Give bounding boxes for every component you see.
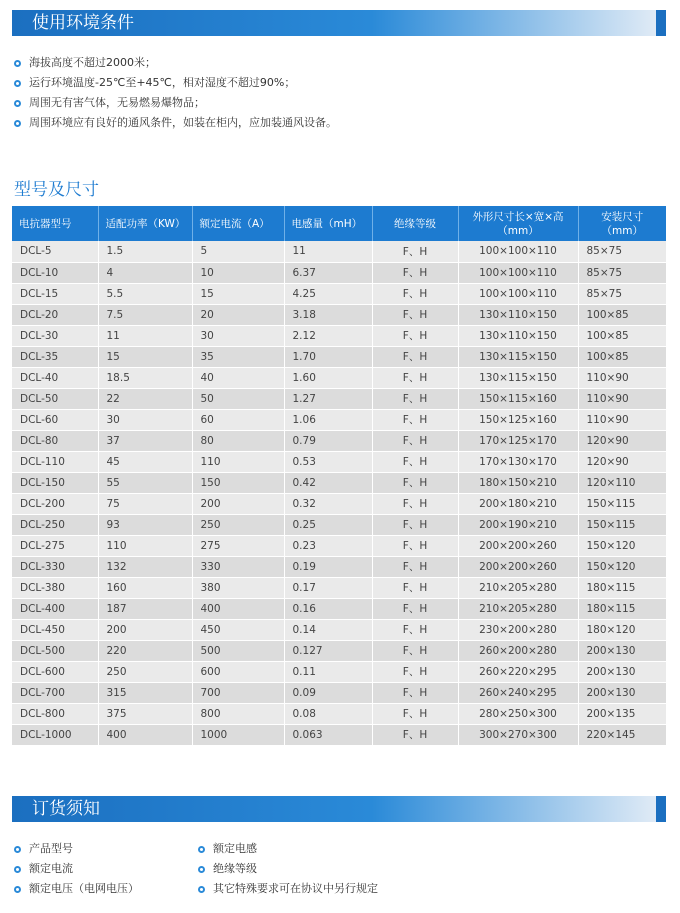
table-cell: F、H bbox=[372, 472, 458, 493]
table-cell: 0.08 bbox=[284, 703, 372, 724]
table-cell: DCL-20 bbox=[12, 304, 98, 325]
environment-title: 使用环境条件 bbox=[32, 13, 134, 33]
table-cell: 130×110×150 bbox=[458, 325, 578, 346]
table-cell: F、H bbox=[372, 535, 458, 556]
table-cell: 400 bbox=[98, 724, 192, 745]
bullet-icon bbox=[198, 866, 205, 873]
table-cell: 315 bbox=[98, 682, 192, 703]
table-cell: 260×240×295 bbox=[458, 682, 578, 703]
table-cell: 0.19 bbox=[284, 556, 372, 577]
ordering-section-header bbox=[12, 796, 666, 822]
table-cell: 1.27 bbox=[284, 388, 372, 409]
table-cell: 4.25 bbox=[284, 283, 372, 304]
table-cell: DCL-150 bbox=[12, 472, 98, 493]
table-cell: 187 bbox=[98, 598, 192, 619]
table-cell: DCL-700 bbox=[12, 682, 98, 703]
table-cell: 85×75 bbox=[578, 262, 666, 283]
ordering-title: 订货须知 bbox=[32, 799, 100, 819]
table-cell: 1.5 bbox=[98, 241, 192, 262]
table-cell: F、H bbox=[372, 283, 458, 304]
table-cell: 100×100×110 bbox=[458, 241, 578, 262]
table-row bbox=[12, 325, 666, 346]
bullet-icon bbox=[14, 80, 21, 87]
table-cell: 15 bbox=[98, 346, 192, 367]
table-cell: 1.70 bbox=[284, 346, 372, 367]
table-cell: F、H bbox=[372, 325, 458, 346]
table-cell: 250 bbox=[98, 661, 192, 682]
table-row bbox=[12, 577, 666, 598]
table-cell: F、H bbox=[372, 241, 458, 262]
ordering-item: 额定电流 bbox=[14, 859, 139, 879]
header-current: 额定电流（A） bbox=[192, 206, 284, 241]
table-cell: 11 bbox=[98, 325, 192, 346]
table-cell: DCL-330 bbox=[12, 556, 98, 577]
table-cell: DCL-380 bbox=[12, 577, 98, 598]
table-cell: 110 bbox=[192, 451, 284, 472]
table-cell: 55 bbox=[98, 472, 192, 493]
table-cell: 110×90 bbox=[578, 367, 666, 388]
table-row bbox=[12, 703, 666, 724]
models-title: 型号及尺寸 bbox=[14, 180, 99, 200]
table-cell: F、H bbox=[372, 598, 458, 619]
ordering-item: 产品型号 bbox=[14, 839, 139, 859]
table-row bbox=[12, 367, 666, 388]
table-cell: F、H bbox=[372, 640, 458, 661]
table-cell: 0.11 bbox=[284, 661, 372, 682]
table-cell: 7.5 bbox=[98, 304, 192, 325]
table-cell: 260×220×295 bbox=[458, 661, 578, 682]
table-cell: 22 bbox=[98, 388, 192, 409]
table-row bbox=[12, 283, 666, 304]
table-row bbox=[12, 514, 666, 535]
table-cell: F、H bbox=[372, 346, 458, 367]
bullet-icon bbox=[14, 60, 21, 67]
table-cell: DCL-10 bbox=[12, 262, 98, 283]
table-cell: F、H bbox=[372, 388, 458, 409]
table-row bbox=[12, 304, 666, 325]
table-cell: 500 bbox=[192, 640, 284, 661]
table-cell: DCL-200 bbox=[12, 493, 98, 514]
table-cell: 132 bbox=[98, 556, 192, 577]
table-cell: 180×115 bbox=[578, 577, 666, 598]
table-cell: 0.17 bbox=[284, 577, 372, 598]
table-cell: 200×135 bbox=[578, 703, 666, 724]
table-cell: F、H bbox=[372, 514, 458, 535]
table-cell: 40 bbox=[192, 367, 284, 388]
table-cell: 130×115×150 bbox=[458, 346, 578, 367]
table-cell: 275 bbox=[192, 535, 284, 556]
table-cell: 1.60 bbox=[284, 367, 372, 388]
table-cell: 85×75 bbox=[578, 283, 666, 304]
table-cell: 260×200×280 bbox=[458, 640, 578, 661]
table-cell: 300×270×300 bbox=[458, 724, 578, 745]
table-cell: 110 bbox=[98, 535, 192, 556]
table-cell: 30 bbox=[192, 325, 284, 346]
table-cell: 45 bbox=[98, 451, 192, 472]
table-cell: 170×125×170 bbox=[458, 430, 578, 451]
table-cell: 37 bbox=[98, 430, 192, 451]
table-row bbox=[12, 598, 666, 619]
table-cell: 0.16 bbox=[284, 598, 372, 619]
table-cell: 150×125×160 bbox=[458, 409, 578, 430]
table-cell: 1000 bbox=[192, 724, 284, 745]
table-cell: F、H bbox=[372, 703, 458, 724]
table-cell: 100×85 bbox=[578, 304, 666, 325]
ordering-item: 额定电感 bbox=[198, 839, 378, 859]
table-cell: F、H bbox=[372, 661, 458, 682]
table-cell: 10 bbox=[192, 262, 284, 283]
table-cell: 110×90 bbox=[578, 409, 666, 430]
table-cell: 250 bbox=[192, 514, 284, 535]
table-cell: DCL-50 bbox=[12, 388, 98, 409]
table-cell: 100×85 bbox=[578, 346, 666, 367]
table-cell: 380 bbox=[192, 577, 284, 598]
table-cell: DCL-1000 bbox=[12, 724, 98, 745]
table-row bbox=[12, 535, 666, 556]
header-inductance: 电感量（mH） bbox=[284, 206, 372, 241]
table-cell: 130×115×150 bbox=[458, 367, 578, 388]
table-cell: 0.25 bbox=[284, 514, 372, 535]
table-cell: 5 bbox=[192, 241, 284, 262]
header-dimensions: 外形尺寸长×宽×高 （mm） bbox=[458, 206, 578, 241]
table-cell: 230×200×280 bbox=[458, 619, 578, 640]
table-cell: 6.37 bbox=[284, 262, 372, 283]
table-cell: 2.12 bbox=[284, 325, 372, 346]
table-row bbox=[12, 640, 666, 661]
environment-item: 周围环境应有良好的通风条件，如装在柜内，应加装通风设备。 bbox=[14, 113, 337, 133]
table-cell: 150 bbox=[192, 472, 284, 493]
table-cell: 120×90 bbox=[578, 451, 666, 472]
ordering-item: 其它特殊要求可在协议中另行规定 bbox=[198, 879, 378, 899]
bullet-icon bbox=[14, 100, 21, 107]
environment-list bbox=[14, 53, 337, 133]
table-cell: DCL-35 bbox=[12, 346, 98, 367]
table-cell: 75 bbox=[98, 493, 192, 514]
table-cell: 60 bbox=[192, 409, 284, 430]
table-cell: 1.06 bbox=[284, 409, 372, 430]
table-cell: DCL-250 bbox=[12, 514, 98, 535]
table-row bbox=[12, 388, 666, 409]
table-cell: F、H bbox=[372, 619, 458, 640]
table-cell: 700 bbox=[192, 682, 284, 703]
table-cell: 200×130 bbox=[578, 682, 666, 703]
table-cell: DCL-600 bbox=[12, 661, 98, 682]
table-cell: 200×200×260 bbox=[458, 535, 578, 556]
table-row bbox=[12, 661, 666, 682]
environment-item: 周围无有害气体，无易燃易爆物品； bbox=[14, 93, 337, 113]
table-cell: 100×85 bbox=[578, 325, 666, 346]
table-cell: 180×115 bbox=[578, 598, 666, 619]
table-row bbox=[12, 262, 666, 283]
table-cell: 200 bbox=[192, 493, 284, 514]
table-cell: 0.063 bbox=[284, 724, 372, 745]
bullet-icon bbox=[198, 886, 205, 893]
spec-table-header bbox=[12, 206, 666, 241]
table-cell: 400 bbox=[192, 598, 284, 619]
table-cell: 450 bbox=[192, 619, 284, 640]
ordering-item: 额定电压（电网电压） bbox=[14, 879, 139, 899]
table-cell: 200×190×210 bbox=[458, 514, 578, 535]
table-row bbox=[12, 472, 666, 493]
table-cell: 210×205×280 bbox=[458, 598, 578, 619]
table-cell: 200×130 bbox=[578, 640, 666, 661]
table-cell: 3.18 bbox=[284, 304, 372, 325]
table-cell: 4 bbox=[98, 262, 192, 283]
header-mounting: 安装尺寸 （mm） bbox=[578, 206, 666, 241]
table-cell: DCL-400 bbox=[12, 598, 98, 619]
table-cell: 85×75 bbox=[578, 241, 666, 262]
table-cell: DCL-40 bbox=[12, 367, 98, 388]
table-cell: F、H bbox=[372, 262, 458, 283]
bullet-icon bbox=[14, 866, 21, 873]
bullet-icon bbox=[14, 886, 21, 893]
table-cell: DCL-800 bbox=[12, 703, 98, 724]
table-cell: 120×90 bbox=[578, 430, 666, 451]
table-cell: 0.09 bbox=[284, 682, 372, 703]
table-cell: 80 bbox=[192, 430, 284, 451]
table-cell: 120×110 bbox=[578, 472, 666, 493]
table-cell: 330 bbox=[192, 556, 284, 577]
environment-item: 运行环境温度-25℃至+45℃，相对湿度不超过90%； bbox=[14, 73, 337, 93]
table-row bbox=[12, 493, 666, 514]
table-row bbox=[12, 430, 666, 451]
table-cell: 100×100×110 bbox=[458, 283, 578, 304]
table-cell: DCL-80 bbox=[12, 430, 98, 451]
table-cell: F、H bbox=[372, 451, 458, 472]
spec-table-body bbox=[12, 241, 666, 745]
table-cell: 110×90 bbox=[578, 388, 666, 409]
table-cell: 93 bbox=[98, 514, 192, 535]
table-cell: F、H bbox=[372, 304, 458, 325]
table-cell: DCL-15 bbox=[12, 283, 98, 304]
table-row bbox=[12, 619, 666, 640]
table-cell: 600 bbox=[192, 661, 284, 682]
table-cell: 20 bbox=[192, 304, 284, 325]
table-cell: 15 bbox=[192, 283, 284, 304]
table-cell: DCL-500 bbox=[12, 640, 98, 661]
table-cell: DCL-450 bbox=[12, 619, 98, 640]
table-cell: 18.5 bbox=[98, 367, 192, 388]
table-cell: 280×250×300 bbox=[458, 703, 578, 724]
table-cell: DCL-110 bbox=[12, 451, 98, 472]
table-cell: F、H bbox=[372, 430, 458, 451]
table-row bbox=[12, 409, 666, 430]
table-cell: DCL-275 bbox=[12, 535, 98, 556]
table-cell: 0.127 bbox=[284, 640, 372, 661]
table-row bbox=[12, 451, 666, 472]
table-row bbox=[12, 682, 666, 703]
table-cell: 100×100×110 bbox=[458, 262, 578, 283]
table-cell: F、H bbox=[372, 556, 458, 577]
table-cell: 220 bbox=[98, 640, 192, 661]
ordering-item: 绝缘等级 bbox=[198, 859, 378, 879]
table-cell: 0.14 bbox=[284, 619, 372, 640]
table-cell: 200×130 bbox=[578, 661, 666, 682]
table-cell: 50 bbox=[192, 388, 284, 409]
table-cell: 0.42 bbox=[284, 472, 372, 493]
table-cell: F、H bbox=[372, 577, 458, 598]
environment-section-header bbox=[12, 10, 666, 36]
ordering-list-left bbox=[14, 839, 139, 899]
table-cell: 130×110×150 bbox=[458, 304, 578, 325]
table-cell: 180×120 bbox=[578, 619, 666, 640]
table-row bbox=[12, 724, 666, 745]
table-cell: F、H bbox=[372, 409, 458, 430]
environment-item: 海拔高度不超过2000米； bbox=[14, 53, 337, 73]
table-row bbox=[12, 241, 666, 262]
bullet-icon bbox=[14, 846, 21, 853]
ordering-list-right bbox=[198, 839, 378, 899]
bullet-icon bbox=[14, 120, 21, 127]
table-cell: 5.5 bbox=[98, 283, 192, 304]
table-cell: 150×120 bbox=[578, 535, 666, 556]
table-cell: 0.32 bbox=[284, 493, 372, 514]
table-cell: 220×145 bbox=[578, 724, 666, 745]
table-cell: 150×115×160 bbox=[458, 388, 578, 409]
table-cell: 30 bbox=[98, 409, 192, 430]
table-cell: 0.23 bbox=[284, 535, 372, 556]
table-cell: 35 bbox=[192, 346, 284, 367]
table-row bbox=[12, 556, 666, 577]
table-cell: 150×115 bbox=[578, 514, 666, 535]
table-cell: F、H bbox=[372, 493, 458, 514]
bullet-icon bbox=[198, 846, 205, 853]
table-cell: 11 bbox=[284, 241, 372, 262]
table-cell: DCL-30 bbox=[12, 325, 98, 346]
table-cell: 210×205×280 bbox=[458, 577, 578, 598]
table-cell: 170×130×170 bbox=[458, 451, 578, 472]
spec-table bbox=[12, 206, 666, 746]
table-cell: DCL-60 bbox=[12, 409, 98, 430]
table-cell: 800 bbox=[192, 703, 284, 724]
table-cell: 200×180×210 bbox=[458, 493, 578, 514]
table-cell: F、H bbox=[372, 682, 458, 703]
table-cell: 160 bbox=[98, 577, 192, 598]
table-cell: 200 bbox=[98, 619, 192, 640]
table-cell: 150×120 bbox=[578, 556, 666, 577]
table-cell: DCL-5 bbox=[12, 241, 98, 262]
table-cell: 180×150×210 bbox=[458, 472, 578, 493]
table-cell: 150×115 bbox=[578, 493, 666, 514]
table-cell: 200×200×260 bbox=[458, 556, 578, 577]
header-power: 适配功率（KW） bbox=[98, 206, 192, 241]
table-cell: F、H bbox=[372, 724, 458, 745]
table-cell: F、H bbox=[372, 367, 458, 388]
header-insulation: 绝缘等级 bbox=[372, 206, 458, 241]
table-cell: 0.53 bbox=[284, 451, 372, 472]
header-model: 电抗器型号 bbox=[12, 206, 98, 241]
table-cell: 375 bbox=[98, 703, 192, 724]
table-row bbox=[12, 346, 666, 367]
table-cell: 0.79 bbox=[284, 430, 372, 451]
